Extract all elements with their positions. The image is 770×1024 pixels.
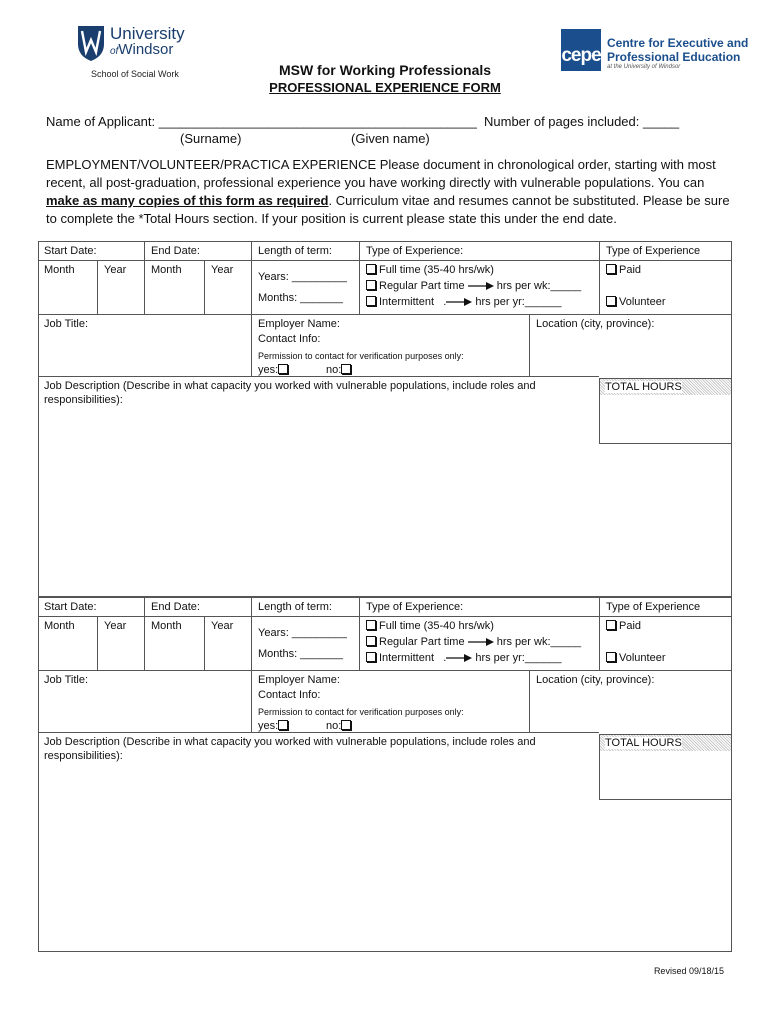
pages-included-field[interactable]: Number of pages included: _____ [484,114,680,129]
contact-info-field[interactable]: Contact Info: [258,689,321,701]
job-title-field[interactable]: Job Title: [44,318,89,330]
copies-emphasis: make as many copies of this form as required [46,193,329,208]
length-of-term-label: Length of term: [258,245,332,257]
checkbox-icon [278,720,288,730]
permission-yes-checkbox[interactable]: yes: [253,717,296,735]
end-month-field[interactable]: Month [151,620,182,632]
experience-block-2 [38,597,732,952]
end-date-label: End Date: [151,601,200,613]
checkbox-icon [606,296,616,306]
type-of-experience-label: Type of Experience: [366,601,464,613]
intermittent-checkbox[interactable]: Intermittent . hrs per yr:______ [361,649,597,667]
start-date-label: Start Date: [44,601,97,613]
checkbox-icon [366,296,376,306]
years-field[interactable]: Years: _________ [258,627,347,639]
type-of-experience-label: Type of Experience: [366,245,464,257]
cepe-logo: cepe [561,29,601,71]
checkbox-icon [606,652,616,662]
length-of-term-label: Length of term: [258,601,332,613]
full-time-checkbox[interactable]: Full time (35-40 hrs/wk) [361,617,499,635]
months-field[interactable]: Months: _______ [258,292,344,304]
checkbox-icon [366,620,376,630]
form-subtitle: PROFESSIONAL EXPERIENCE FORM [269,80,501,95]
arrow-right-icon [446,654,472,662]
end-month-field[interactable]: Month [151,264,182,276]
start-year-field[interactable]: Year [104,264,127,276]
checkbox-icon [341,720,351,730]
job-description-field[interactable]: Job Description (Describe in what capacity you worked with vulnerable populations, include roles and responsibilities): [44,380,536,406]
permission-label: Permission to contact for verification purposes only: [258,707,464,717]
cepe-title: Centre for Executive and Professional Education [607,36,749,64]
location-field[interactable]: Location (city, province): [536,318,655,330]
school-name: School of Social Work [91,69,179,79]
end-year-field[interactable]: Year [211,620,234,632]
end-year-field[interactable]: Year [211,264,234,276]
volunteer-checkbox[interactable]: Volunteer [601,293,670,311]
start-month-field[interactable]: Month [44,620,75,632]
permission-label: Permission to contact for verification purposes only: [258,351,464,361]
years-field[interactable]: Years: _________ [258,271,347,283]
volunteer-checkbox[interactable]: Volunteer [601,649,670,667]
given-name-label: (Given name) [351,131,430,146]
total-hours-label: TOTAL HOURS [600,379,731,395]
instructions-paragraph: EMPLOYMENT/VOLUNTEER/PRACTICA EXPERIENCE Please document in chronological order, starting with most recent, all post-graduation, professional experience you have working directly with vulnerable populations. You can make as many copies of this form as required. Curriculum vitae and resumes cannot be substituted. Please be sure to complete the *Total Hours section. If your position is current please state this under the end date. [46,157,730,226]
applicant-name-field[interactable]: Name of Applicant: ____________________________________________ [46,114,477,129]
surname-label: (Surname) [180,131,242,146]
start-month-field[interactable]: Month [44,264,75,276]
permission-no-checkbox[interactable]: no: [321,717,359,735]
checkbox-icon [341,364,351,374]
months-field[interactable]: Months: _______ [258,648,344,660]
experience-block-1 [38,241,732,597]
form-title: MSW for Working Professionals PROFESSIONAL EXPERIENCE FORM [220,61,550,97]
checkbox-icon [606,264,616,274]
type-of-experience-right-label: Type of Experience [606,245,701,257]
job-title-field[interactable]: Job Title: [44,674,89,686]
total-hours-label: TOTAL HOURS [600,735,731,751]
cepe-subtitle: at the University of Windsor [607,64,681,70]
total-hours-field[interactable] [600,752,731,799]
job-description-field[interactable]: Job Description (Describe in what capacity you worked with vulnerable populations, include roles and responsibilities): [44,736,536,762]
paid-checkbox[interactable]: Paid [601,617,646,635]
total-hours-field[interactable] [600,396,731,443]
regular-part-time-checkbox[interactable]: Regular Part time hrs per wk:_____ [361,277,597,295]
checkbox-icon [606,620,616,630]
location-field[interactable]: Location (city, province): [536,674,655,686]
employer-name-field[interactable]: Employer Name: [258,674,340,686]
university-of-windsor-logo [76,22,206,82]
checkbox-icon [366,652,376,662]
permission-no-checkbox[interactable]: no: [321,361,359,379]
arrow-right-icon [468,638,494,646]
regular-part-time-checkbox[interactable]: Regular Part time hrs per wk:_____ [361,633,597,651]
start-year-field[interactable]: Year [104,620,127,632]
full-time-checkbox[interactable]: Full time (35-40 hrs/wk) [361,261,499,279]
arrow-right-icon [468,282,494,290]
paid-checkbox[interactable]: Paid [601,261,646,279]
checkbox-icon [366,280,376,290]
end-date-label: End Date: [151,245,200,257]
university-shield-icon [76,24,106,62]
university-name-line2: ofWindsor [110,41,174,58]
checkbox-icon [278,364,288,374]
start-date-label: Start Date: [44,245,97,257]
employer-name-field[interactable]: Employer Name: [258,318,340,330]
revision-date: Revised 09/18/15 [653,966,724,976]
checkbox-icon [366,264,376,274]
university-name: University [110,24,185,43]
type-of-experience-right-label: Type of Experience [606,601,701,613]
arrow-right-icon [446,298,472,306]
checkbox-icon [366,636,376,646]
intermittent-checkbox[interactable]: Intermittent . hrs per yr:______ [361,293,597,311]
permission-yes-checkbox[interactable]: yes: [253,361,296,379]
contact-info-field[interactable]: Contact Info: [258,333,321,345]
